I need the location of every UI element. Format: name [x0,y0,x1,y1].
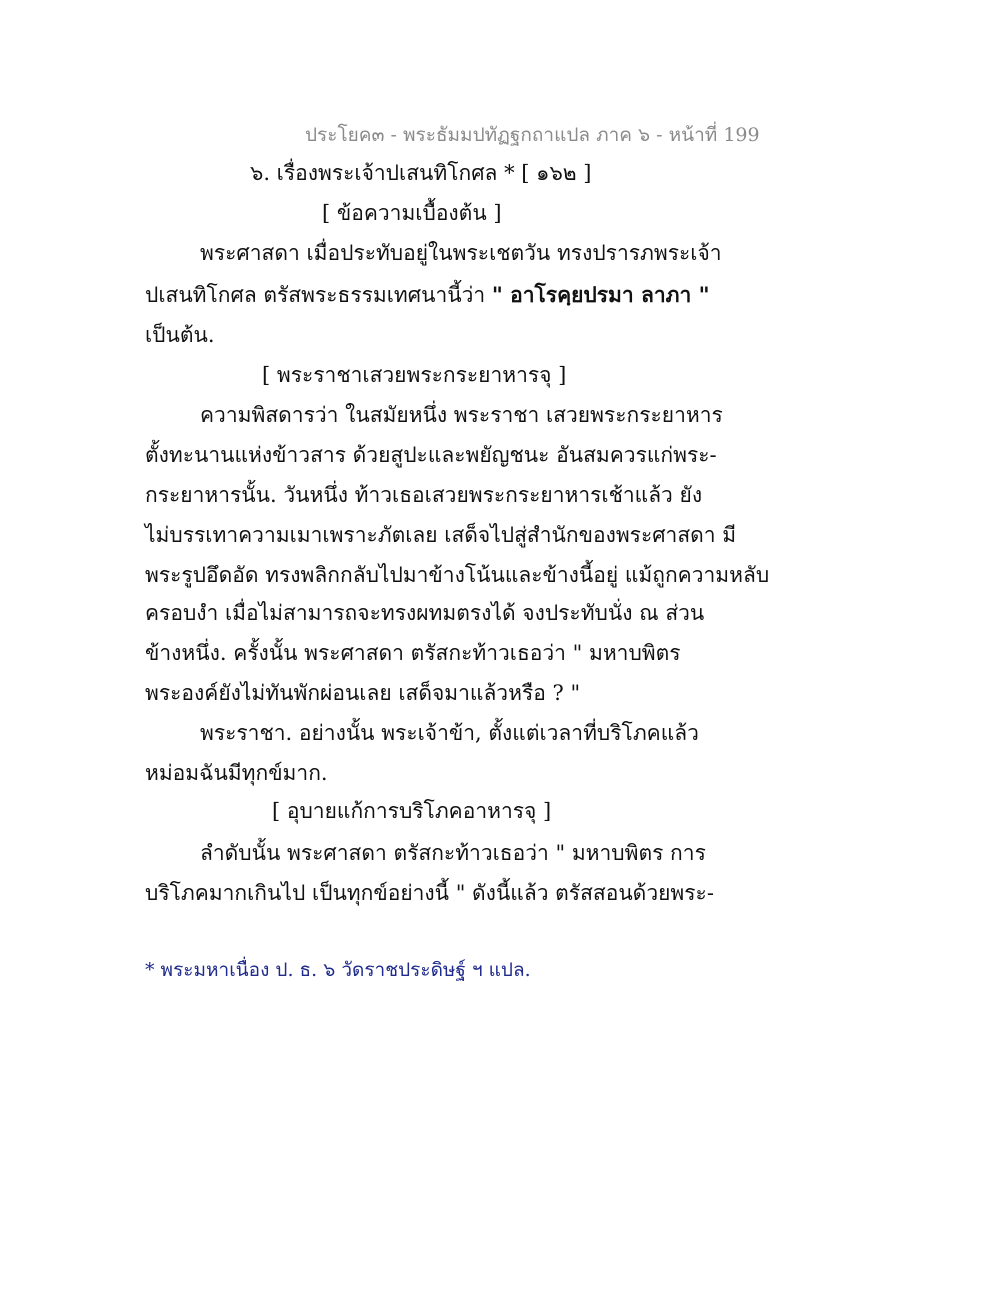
section-heading-remedy: [ อุบายแก้การบริโภคอาหารจุ ] [272,799,552,823]
paragraph-3-line-2: หม่อมฉันมีทุกข์มาก. [145,761,328,785]
intro-line-2-text: ปเสนทิโกศล ตรัสพระธรรมเทศนานี้ว่า [145,283,492,307]
paragraph-2-line-4: ไม่บรรเทาความเมาเพราะภัตเลย เสด็จไปสู่สำนักของพระศาสดา มี [145,523,737,547]
paragraph-2-line-2: ตั้งทะนานแห่งข้าวสาร ด้วยสูปะและพยัญชนะ อันสมควรแก่พระ- [145,443,717,467]
paragraph-2-line-8: พระองค์ยังไม่ทันพักผ่อนเลย เสด็จมาแล้วหรือ ? " [145,681,581,705]
footnote: * พระมหาเนื่อง ป. ธ. ๖ วัดราชประดิษฐ์ ฯ แปล. [145,959,531,981]
intro-line-2 [145,280,710,310]
section-heading-eating: [ พระราชาเสวยพระกระยาหารจุ ] [262,363,567,387]
paragraph-2-line-5: พระรูปอึดอัด ทรงพลิกกลับไปมาข้างโน้นและข้างนี้อยู่ แม้ถูกความหลับ [145,563,770,587]
paragraph-4-line-1: ลำดับนั้น พระศาสดา ตรัสกะท้าวเธอว่า " มหาบพิตร การ [200,841,706,865]
paragraph-3-line-1: พระราชา. อย่างนั้น พระเจ้าข้า, ตั้งแต่เวลาที่บริโภคแล้ว [200,721,699,745]
paragraph-2-line-6: ครอบงำ เมื่อไม่สามารถจะทรงผทมตรงได้ จงประทับนั่ง ณ ส่วน [145,601,705,625]
intro-line-3: เป็นต้น. [145,323,215,347]
paragraph-2-line-1: ความพิสดารว่า ในสมัยหนึ่ง พระราชา เสวยพระกระยาหาร [200,403,723,427]
paragraph-2-line-7: ข้างหนึ่ง. ครั้งนั้น พระศาสดา ตรัสกะท้าวเธอว่า " มหาบพิตร [145,641,681,665]
paragraph-2-line-3: กระยาหารนั้น. วันหนึ่ง ท้าวเธอเสวยพระกระยาหารเช้าแล้ว ยัง [145,483,703,507]
story-title: ๖. เรื่องพระเจ้าปเสนทิโกศล * [ ๑๖๒ ] [250,161,592,185]
pali-quote: " อาโรคฺยปรมา ลาภา " [491,282,710,307]
paragraph-4-line-2: บริโภคมากเกินไป เป็นทุกข์อย่างนี้ " ดังนี้แล้ว ตรัสสอนด้วยพระ- [145,881,714,905]
running-header: ประโยค๓ - พระธัมมปทัฏฐกถาแปล ภาค ๖ - หน้าที่ 199 [305,124,760,146]
intro-line-1: พระศาสดา เมื่อประทับอยู่ในพระเชตวัน ทรงปรารภพระเจ้า [200,241,722,265]
section-heading-opening: [ ข้อความเบื้องต้น ] [322,201,502,225]
